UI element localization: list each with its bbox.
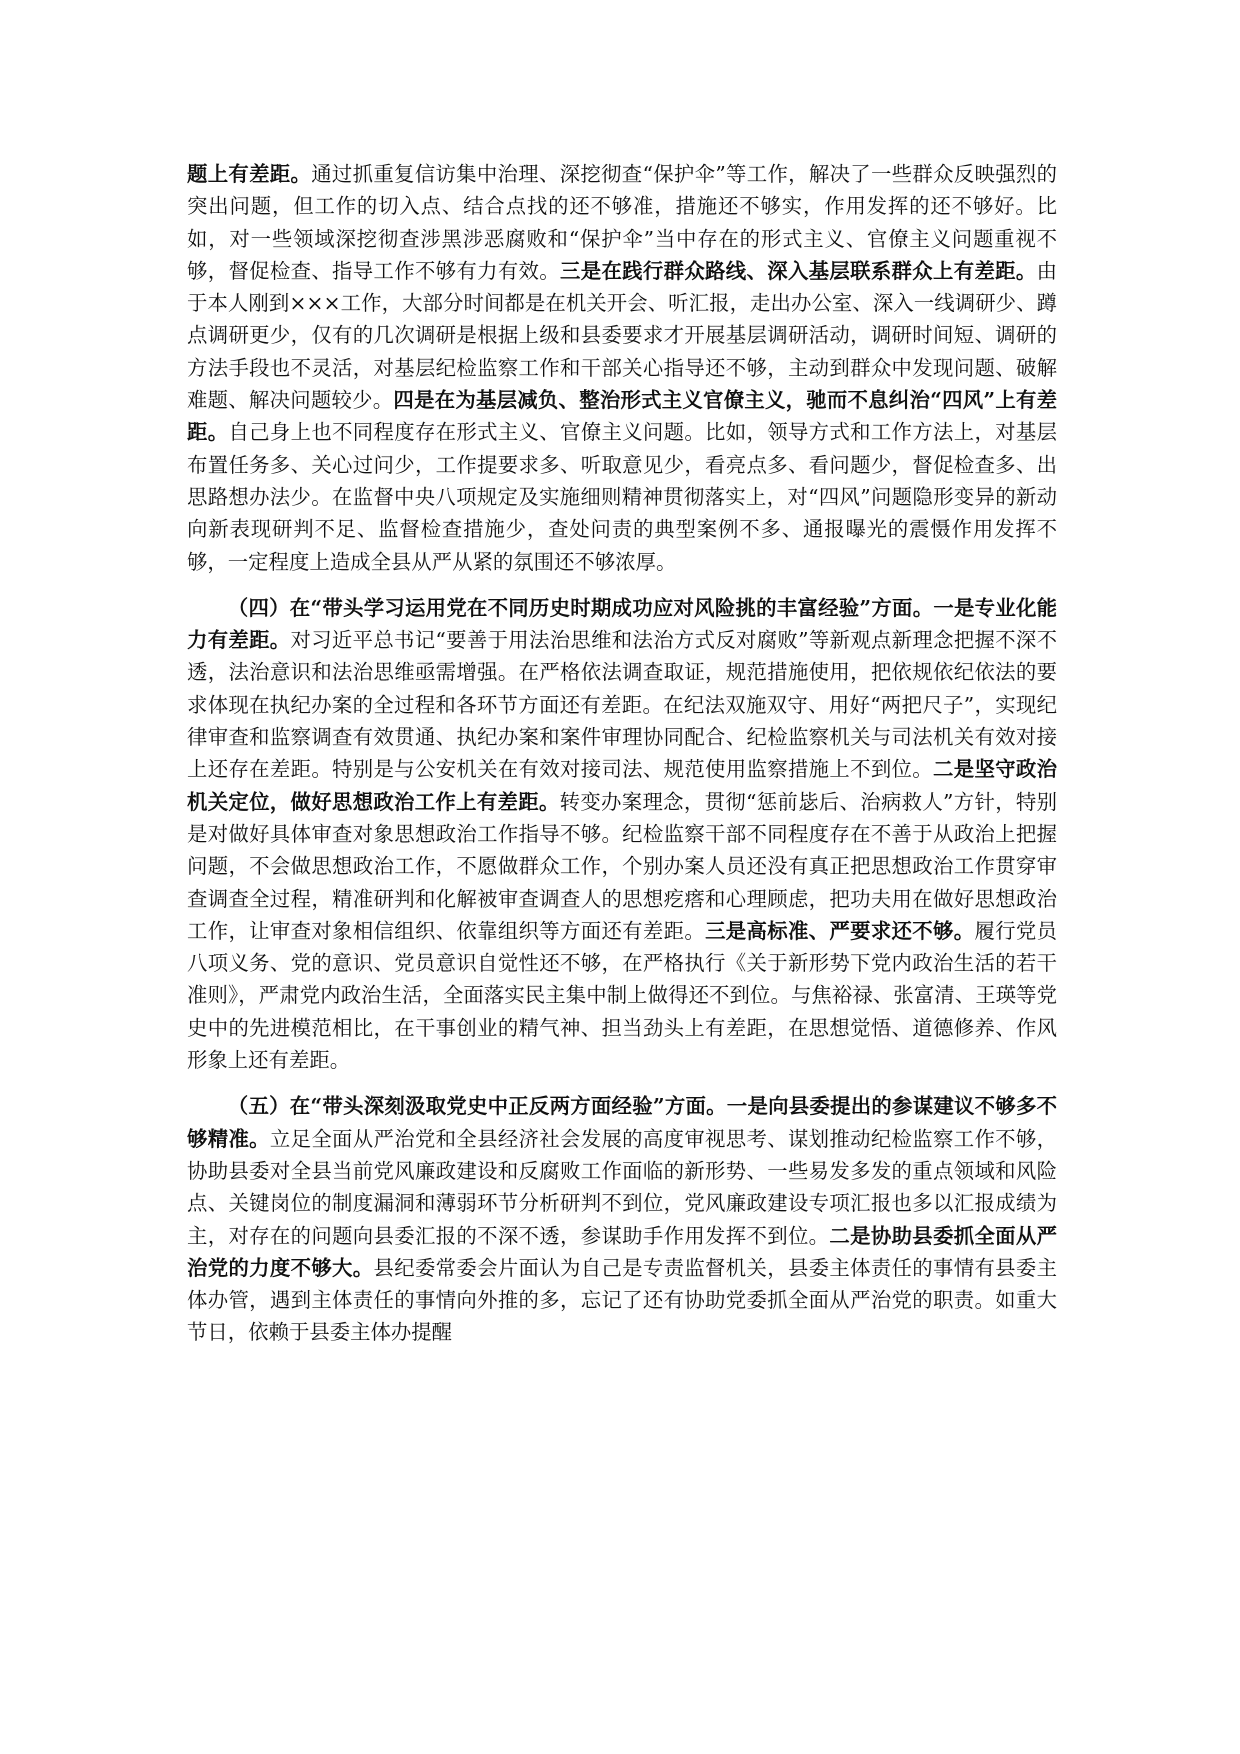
text-segment: 三是在践行群众路线、深入基层联系群众上有差距。 [560,258,1037,283]
text-segment: 转变办案理念，贯彻“惩前毖后、治病救人”方针，特别是对做好具体审查对象思想政治工作指导不够。纪检监察干部不同程度存在不善于从政治上把握问题，不会做思想政治工作，不愿做群众工作，个别办案人员还没有真正把思想政治工作贯穿审查调查全过程，精准研判和化解被审查调查人的思想疙瘩和心理顾虑，把功夫用在做好思想政治工作，让审查对象相信组织、依靠组织等方面还有差距。 [187,789,1057,943]
text-segment: 自己身上也不同程度存在形式主义、官僚主义问题。比如，领导方式和工作方法上，对基层布置任务多、关心过问少，工作提要求多、听取意见少，看亮点多、看问题少，督促检查多、出思路想办法少。在监督中央八项规定及实施细则精神贯彻落实上，对“四风”问题隐形变异的新动向新表现研判不足、监督检查措施少，查处问责的典型案例不多、通报曝光的震慑作用发挥不够，一定程度上造成全县从严从紧的氛围还不够浓厚。 [187,420,1058,574]
text-segment: 县纪委常委会片面认为自己是专责监督机关，县委主体责任的事情有县委主体办管，遇到主体责任的事情向外推的多，忘记了还有协助党委抓全面从严治党的职责。如重大节日，依赖于县委主体办提醒 [187,1255,1057,1345]
text-segment: 题上有差距。 [187,162,312,186]
paragraph-1 [187,158,1057,578]
text-segment: 二是坚守政治机关定位，做好思想政治工作上有差距。 [187,757,1058,814]
text-segment: 立足全面从严治党和全县经济社会发展的高度审视思考、谋划推动纪检监察工作不够，协助县委对全县当前党风廉政建设和反腐败工作面临的新形势、一些易发多发的重点领域和风险点、关键岗位的制度漏洞和薄弱环节分析研判不到位，党风廉政建设专项汇报也多以汇报成绩为主，对存在的问题向县委汇报的不深不透，参谋助手作用发挥不到位。 [187,1126,1057,1248]
text-segment: 履行党员八项义务、党的意识、党员意识自觉性还不够，在严格执行《关于新形势下党内政治生活的若干准则》，严肃党内政治生活，全面落实民主集中制上做得还不到位。与焦裕禄、张富清、王瑛等党史中的先进模范相比，在干事创业的精气神、担当劲头上有差距，在思想觉悟、道德修养、作风形象上还有差距。 [187,918,1058,1073]
text-segment: 由于本人刚到×××工作，大部分时间都是在机关开会、听汇报，走出办公室、深入一线调研少、蹲点调研更少，仅有的几次调研是根据上级和县委要求才开展基层调研活动，调研时间短、调研的方法手段也不灵活，对基层纪检监察工作和干部关心指导还不够，主动到群众中发现问题、破解难题、解决问题较少。 [187,258,1057,413]
text-segment: （五）在“带头深刻汲取党史中正反两方面经验”方面。一是向县委提出的参谋建议不够多不够精准。 [187,1094,1057,1151]
text-segment: （四）在“带头学习运用党在不同历史时期成功应对风险挑的丰富经验”方面。一是专业化能力有差距。 [187,595,1057,653]
paragraph-2 [187,592,1057,1076]
paragraph-3 [187,1090,1057,1348]
text-segment: 二是协助县委抓全面从严治党的力度不够大。 [187,1223,1058,1280]
text-segment: 四是在为基层减负、整治形式主义官僚主义，驰而不息纠治“四风”上有差距。 [187,388,1057,445]
text-segment: 三是高标准、严要求还不够。 [705,918,975,943]
text-segment: 对习近平总书记“要善于用法治思维和法治方式反对腐败”等新观点新理念把握不深不透，法治意识和法治思维亟需增强。在严格依法调查取证，规范措施使用，把依规依纪依法的要求体现在执纪办案的全过程和各环节方面还有差距。在纪法双施双守、用好“两把尺子”，实现纪律审查和监察调查有效贯通、执纪办案和案件审理协同配合、纪检监察机关与司法机关有效对接上还存在差距。特别是与公安机关在有效对接司法、规范使用监察措施上不到位。 [187,628,1057,782]
text-segment: 通过抓重复信访集中治理、深挖彻查“保护伞”等工作，解决了一些群众反映强烈的突出问题，但工作的切入点、结合点找的还不够准，措施还不够实，作用发挥的还不够好。比如，对一些领域深挖彻查涉黑涉恶腐败和“保护伞”当中存在的形式主义、官僚主义问题重视不够，督促检查、指导工作不够有力有效。 [187,162,1057,283]
document-body [187,158,1057,1349]
